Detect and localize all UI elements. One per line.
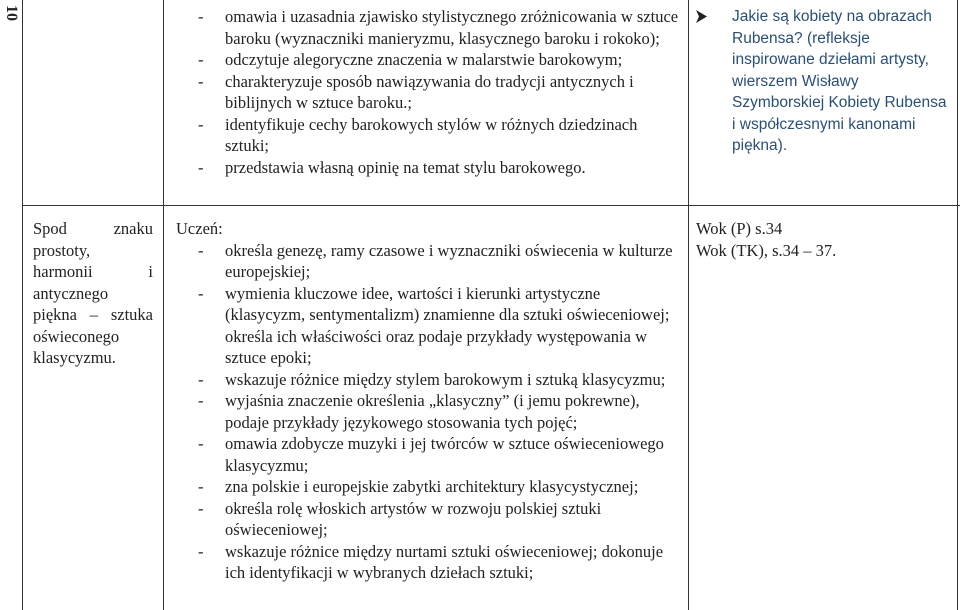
list-item: - zna polskie i europejskie zabytki architektury klasycystycznej; — [168, 476, 684, 498]
list-item: - określa genezę, ramy czasowe i wyznaczniki oświecenia w kulturze europejskiej; — [168, 240, 684, 283]
arrow-bullet-icon — [696, 10, 707, 23]
list-item: - omawia i uzasadnia zjawisko stylistycznego zróżnicowania w sztuce baroku (wyznaczniki manieryzmu, klasycznego baroku i rokoko); — [168, 6, 684, 49]
row2-outcomes-cell — [168, 218, 684, 584]
row1-resource-cell — [696, 6, 952, 157]
row2-references-cell — [696, 218, 952, 261]
list-item: - omawia zdobycze muzyki i jej twórców w sztuce oświeceniowego klasycyzmu; — [168, 433, 684, 476]
student-label: Uczeń: — [176, 219, 223, 238]
row1-outcomes-cell — [168, 6, 684, 178]
page-number: 10 — [3, 5, 20, 21]
row2-outcomes-list — [168, 240, 684, 584]
table-border-left — [22, 0, 23, 610]
column-divider-1 — [163, 0, 164, 610]
list-item: - wskazuje różnice między nurtami sztuki oświeceniowej; dokonuje ich identyfikacji w wybranych dziełach sztuki; — [168, 541, 684, 584]
list-item: - przedstawia własną opinię na temat stylu barokowego. — [168, 157, 684, 179]
column-divider-2 — [688, 0, 689, 610]
list-item: - odczytuje alegoryczne znaczenia w malarstwie barokowym; — [168, 49, 684, 71]
list-item: - charakteryzuje sposób nawiązywania do tradycji antycznych i biblijnych w sztuce baroku.; — [168, 71, 684, 114]
reference-line: Wok (P) s.34 — [696, 219, 783, 238]
list-item: - wskazuje różnice między stylem barokowym i sztuką klasycyzmu; — [168, 369, 684, 391]
list-item: - wymienia kluczowe idee, wartości i kierunki artystyczne (klasycyzm, sentymentalizm) znamienne dla sztuki oświeceniowej; określa ich właściwości oraz podaje przykłady występowania w sztuce epoki; — [168, 283, 684, 369]
reference-line: Wok (TK), s.34 – 37. — [696, 240, 837, 260]
table-border-right — [957, 0, 958, 610]
row2-topic: Spod znaku prostoty, harmonii i antycznego piękna – sztuka oświeconego klasycyzmu. — [33, 219, 153, 367]
list-item: - określa rolę włoskich artystów w rozwoju polskiej sztuki oświeceniowej; — [168, 498, 684, 541]
row-divider — [22, 205, 960, 206]
row1-outcomes-list — [168, 6, 684, 178]
list-item: - identyfikuje cechy barokowych stylów w różnych dziedzinach sztuki; — [168, 114, 684, 157]
resource-text: Jakie są kobiety na obrazach Rubensa? (refleksje inspirowane dziełami artysty, wierszem Wisławy Szymborskiej Kobiety Rubensa i współczesnymi kanonami piękna). — [732, 8, 947, 154]
list-item: - wyjaśnia znaczenie określenia „klasyczny” (i jemu pokrewne), podaje przykłady językowego stosowania tych pojęć; — [168, 390, 684, 433]
